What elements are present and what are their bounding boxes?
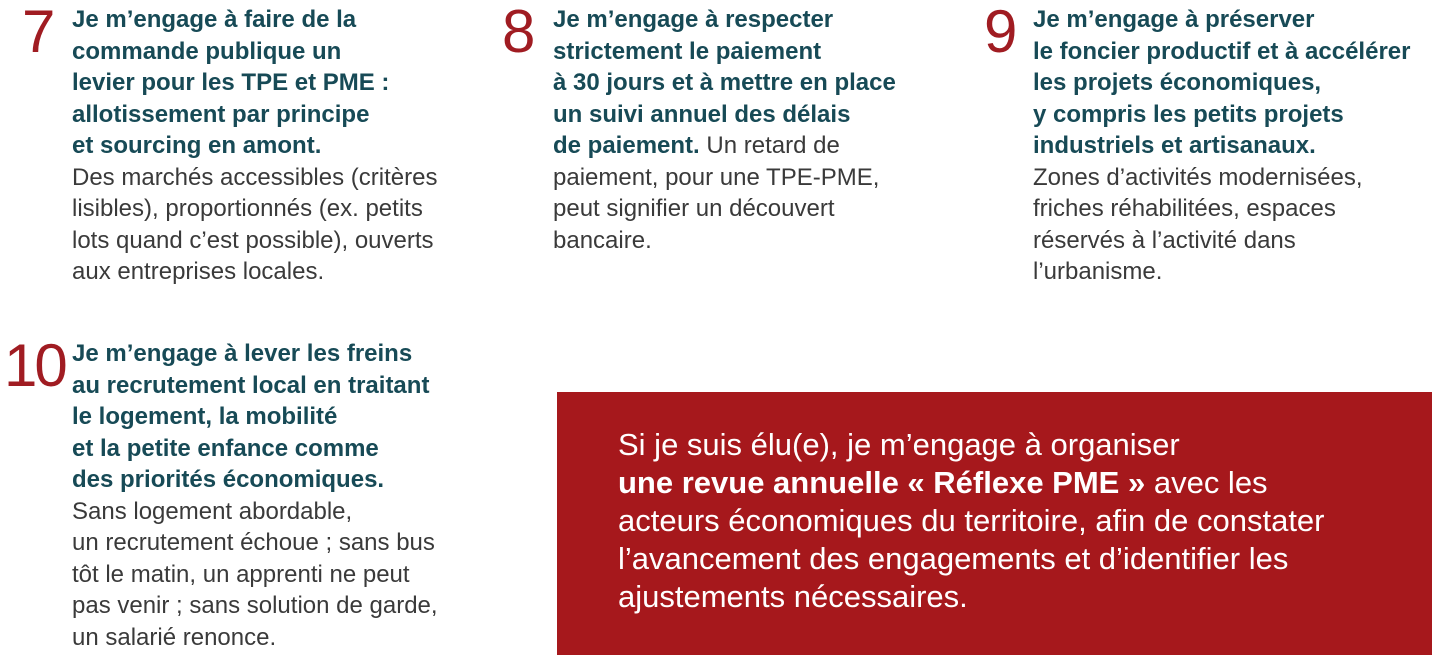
commitment-number: 7 bbox=[22, 0, 53, 65]
body-line: réservés à l’activité dans bbox=[1033, 226, 1296, 254]
banner-line: l’avancement des engagements et d’identifier les bbox=[618, 541, 1289, 576]
body-line: Sans logement abordable, bbox=[72, 497, 353, 525]
commitment-text bbox=[553, 4, 943, 256]
body-line: lots quand c’est possible), ouverts bbox=[72, 226, 434, 254]
commitment-lead bbox=[72, 338, 472, 496]
commitment-body bbox=[72, 162, 472, 288]
lead-line: le logement, la mobilité bbox=[72, 403, 338, 430]
commitment-lead bbox=[72, 4, 472, 162]
lead-line: les projets économiques, bbox=[1033, 69, 1322, 96]
banner-line-rest: avec les bbox=[1145, 465, 1268, 500]
body-line: friches réhabilitées, espaces bbox=[1033, 195, 1336, 222]
banner-line: ajustements nécessaires. bbox=[618, 579, 968, 614]
lead-line: et la petite enfance comme bbox=[72, 434, 379, 462]
body-line: tôt le matin, un apprenti ne peut bbox=[72, 560, 410, 588]
commitment-10 bbox=[4, 332, 474, 656]
commitment-body bbox=[72, 496, 472, 654]
body-line: un salarié renonce. bbox=[72, 623, 277, 651]
banner-emphasis: une revue annuelle « Réflexe PME » bbox=[618, 465, 1146, 500]
lead-line: industriels et artisanaux. bbox=[1033, 132, 1316, 159]
review-banner bbox=[557, 392, 1432, 655]
banner-line: Si je suis élu(e), je m’engage à organiser bbox=[618, 427, 1180, 462]
lead-line: Je m’engage à respecter bbox=[553, 6, 834, 33]
lead-line: strictement le paiement bbox=[553, 37, 822, 65]
lead-line: levier pour les TPE et PME : bbox=[72, 69, 390, 96]
commitment-text bbox=[1033, 4, 1438, 288]
commitment-lead bbox=[553, 4, 943, 130]
lead-line: et sourcing en amont. bbox=[72, 132, 322, 159]
body-line: un recrutement échoue ; sans bus bbox=[72, 529, 435, 556]
commitment-body bbox=[553, 162, 943, 257]
commitment-lead bbox=[1033, 4, 1438, 162]
commitment-number: 10 bbox=[4, 332, 65, 399]
body-line: bancaire. bbox=[553, 226, 652, 254]
body-line: Des marchés accessibles (critères bbox=[72, 163, 438, 191]
lead-line: Je m’engage à faire de la bbox=[72, 6, 357, 33]
lead-line: le foncier productif et à accélérer bbox=[1033, 37, 1411, 65]
banner-line: acteurs économiques du territoire, afin de constater bbox=[618, 503, 1325, 538]
commitment-number: 9 bbox=[984, 0, 1015, 65]
lead-line: y compris les petits projets bbox=[1033, 100, 1344, 128]
body-line: lisibles), proportionnés (ex. petits bbox=[72, 195, 423, 222]
banner-text bbox=[618, 426, 1418, 616]
body-line: paiement, pour une TPE-PME, bbox=[553, 163, 880, 191]
commitment-8 bbox=[502, 2, 942, 262]
banner-line bbox=[618, 464, 1418, 502]
body-line: peut signifier un découvert bbox=[553, 195, 835, 222]
lead-line: des priorités économiques. bbox=[72, 466, 385, 493]
body-line: Zones d’activités modernisées, bbox=[1033, 163, 1363, 191]
commitment-9 bbox=[984, 2, 1438, 292]
commitment-text bbox=[72, 4, 472, 288]
lead-line: au recrutement local en traitant bbox=[72, 371, 430, 399]
body-line: pas venir ; sans solution de garde, bbox=[72, 592, 438, 619]
commitment-7 bbox=[22, 2, 462, 292]
body-line: l’urbanisme. bbox=[1033, 258, 1163, 285]
body-line: aux entreprises locales. bbox=[72, 258, 325, 285]
lead-line: Je m’engage à préserver bbox=[1033, 6, 1315, 33]
lead-line: de paiement. bbox=[553, 132, 700, 159]
lead-line: un suivi annuel des délais bbox=[553, 100, 851, 128]
commitment-text bbox=[72, 338, 472, 653]
body-line: Un retard de bbox=[699, 132, 840, 159]
lead-line: commande publique un bbox=[72, 37, 342, 65]
commitment-body bbox=[1033, 162, 1438, 288]
lead-line: allotissement par principe bbox=[72, 100, 370, 128]
lead-line: Je m’engage à lever les freins bbox=[72, 340, 413, 367]
lead-line: à 30 jours et à mettre en place bbox=[553, 69, 896, 96]
commitment-number: 8 bbox=[502, 0, 533, 65]
